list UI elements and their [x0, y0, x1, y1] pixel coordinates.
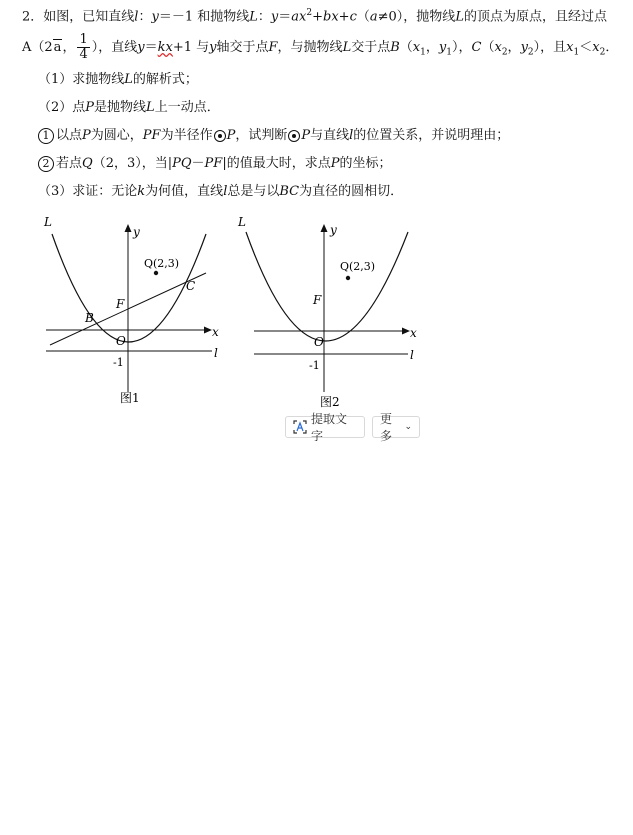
point-Q: [346, 276, 350, 280]
text: ），且: [533, 40, 567, 55]
var-PF: PF: [142, 128, 161, 143]
var-l: l: [349, 128, 354, 143]
text: ，: [425, 40, 439, 55]
parabola-L: [52, 234, 206, 342]
text: ＜: [579, 40, 593, 55]
text: 为何值，直线: [145, 184, 224, 199]
var-C: C: [471, 40, 482, 55]
var-Q: Q: [82, 156, 93, 171]
text: 的位置关系，并说明理由；: [353, 128, 510, 143]
var-P: P: [226, 128, 236, 143]
fraction-numerator: 1: [79, 32, 88, 47]
text: 是抛物线: [94, 100, 147, 115]
text: （: [481, 40, 495, 55]
sqrt-radicand: a: [53, 40, 62, 55]
var-BC: BC: [279, 184, 300, 199]
label-l: l: [214, 346, 218, 360]
text: ，: [507, 40, 521, 55]
var-x: x: [566, 40, 574, 55]
text: 上一动点．: [154, 100, 220, 115]
y-axis-arrow-icon: [321, 224, 328, 232]
label-Q: Q(2,3): [144, 257, 180, 270]
subscript: 1: [420, 47, 426, 58]
text: ：: [138, 9, 152, 25]
problem-line-2: [22, 33, 618, 68]
text: 若点: [56, 156, 83, 171]
sqrt: [53, 39, 63, 55]
var-l: l: [223, 184, 228, 199]
var-PQ: PQ: [172, 156, 192, 171]
var-L: L: [124, 72, 133, 87]
figure-2: [232, 212, 422, 412]
text: （: [356, 9, 370, 25]
var-c: c: [349, 9, 357, 25]
question-2-part-1: [38, 127, 509, 145]
label-C: C: [186, 279, 196, 293]
point-Q: [154, 271, 158, 275]
label-O: O: [314, 335, 324, 349]
text: ＝: [278, 9, 292, 25]
label-L: L: [44, 215, 52, 229]
label-O: O: [116, 334, 126, 348]
subscript: 2: [501, 47, 508, 58]
subscript: 1: [446, 47, 452, 58]
text: 轴交于点: [216, 40, 269, 55]
var-y: y: [520, 40, 528, 55]
text: ），直线: [91, 40, 138, 55]
text: 的坐标；: [339, 156, 392, 171]
subscript: 2: [599, 47, 606, 58]
var-P: P: [82, 128, 91, 143]
subscript: 1: [573, 47, 580, 58]
var-B: B: [390, 40, 400, 55]
label-Q: Q(2,3): [340, 260, 376, 273]
fraction-denominator: 4: [79, 47, 88, 62]
question-2-part-2: [38, 155, 391, 173]
var-x: x: [494, 40, 502, 55]
var-y: y: [209, 40, 217, 55]
circled-number: 1: [38, 128, 54, 144]
text: 总是与以: [227, 184, 280, 199]
text-scan-icon: [293, 420, 307, 434]
var-L: L: [146, 100, 155, 115]
label-y: y: [133, 225, 140, 239]
question-1: [38, 71, 198, 89]
var-PF: PF: [204, 156, 223, 171]
parabola-L: [246, 232, 408, 341]
var-F: F: [268, 40, 278, 55]
text: ，试判断: [235, 128, 288, 143]
text: ＝: [144, 40, 158, 55]
more-label: 更多: [380, 412, 393, 443]
problem-number: 2．: [22, 9, 44, 25]
superscript: 2: [306, 8, 313, 18]
text: +: [312, 9, 324, 25]
circle-symbol-icon: [214, 130, 226, 142]
var-kx: kx: [157, 40, 173, 55]
text: （2，3），当|: [92, 156, 173, 171]
more-button[interactable]: [372, 412, 420, 443]
var-k: k: [137, 184, 146, 199]
label-x: x: [212, 325, 219, 339]
label-y: y: [330, 223, 337, 237]
text: +1 与: [172, 40, 210, 55]
figure-1: [36, 212, 226, 412]
var-y: y: [270, 9, 279, 25]
problem-line-1: [22, 4, 607, 26]
y-axis-arrow-icon: [125, 224, 132, 232]
text: ＝－1 和抛物线: [158, 9, 250, 25]
text: 为直径的圆相切．: [299, 184, 404, 199]
text: （2）点: [38, 100, 86, 115]
text: 与直线: [310, 128, 350, 143]
x-axis-arrow-icon: [204, 327, 212, 334]
var-x: x: [412, 40, 421, 55]
var-y: y: [438, 40, 447, 55]
label-L: L: [238, 215, 246, 229]
question-2: [38, 99, 220, 117]
label-l: l: [410, 348, 414, 362]
question-3: [38, 183, 403, 201]
text: ≠0），抛物线: [377, 9, 456, 25]
x-axis-arrow-icon: [402, 328, 410, 335]
var-P: P: [85, 100, 95, 115]
var-x: x: [592, 40, 600, 55]
var-L: L: [455, 9, 464, 25]
label-neg1: -1: [113, 356, 124, 369]
text: 的解析式；: [132, 72, 198, 87]
text: （1）求抛物线: [38, 72, 125, 87]
label-x: x: [410, 326, 417, 340]
label-neg1: -1: [309, 359, 320, 372]
var-y: y: [137, 40, 145, 55]
extract-text-button[interactable]: [285, 412, 365, 443]
label-F: F: [313, 293, 322, 307]
text: （3）求证：无论: [38, 184, 138, 199]
text: ），: [451, 40, 472, 55]
text: +: [338, 9, 350, 25]
var-ax: ax: [291, 9, 307, 25]
text: 的顶点为原点，且经过点: [463, 9, 607, 25]
var-l: l: [134, 9, 139, 25]
text: －: [191, 156, 205, 171]
text: ：: [257, 9, 271, 25]
text: 为圆心，: [90, 128, 143, 143]
text: 如图，已知直线: [43, 9, 135, 25]
circled-number: 2: [38, 156, 54, 172]
text: 为半径作: [160, 128, 213, 143]
text: ．: [605, 40, 619, 55]
text: |的值最大时，求点: [222, 156, 331, 171]
var-bx: bx: [323, 9, 339, 25]
var-L: L: [249, 9, 258, 25]
label-B: B: [85, 311, 94, 325]
text: （: [399, 40, 413, 55]
var-a: a: [369, 9, 378, 25]
label-F: F: [116, 297, 125, 311]
text: 以点: [56, 128, 83, 143]
var-y: y: [151, 9, 159, 25]
extract-text-label: 提取文字: [311, 412, 348, 443]
var-L: L: [342, 40, 352, 55]
subscript: 2: [527, 47, 534, 58]
text: ，与抛物线: [277, 40, 343, 55]
text: ，: [62, 40, 76, 55]
var-P: P: [301, 128, 311, 143]
figure-caption: 图2: [320, 395, 340, 409]
var-P: P: [330, 156, 340, 171]
chevron-down-icon: ⌄: [404, 422, 412, 432]
figure-caption: 图1: [120, 391, 140, 405]
circle-symbol-icon: [288, 130, 300, 142]
text: A（2: [22, 40, 53, 55]
text: 交于点: [351, 40, 391, 55]
fraction: [77, 33, 89, 62]
